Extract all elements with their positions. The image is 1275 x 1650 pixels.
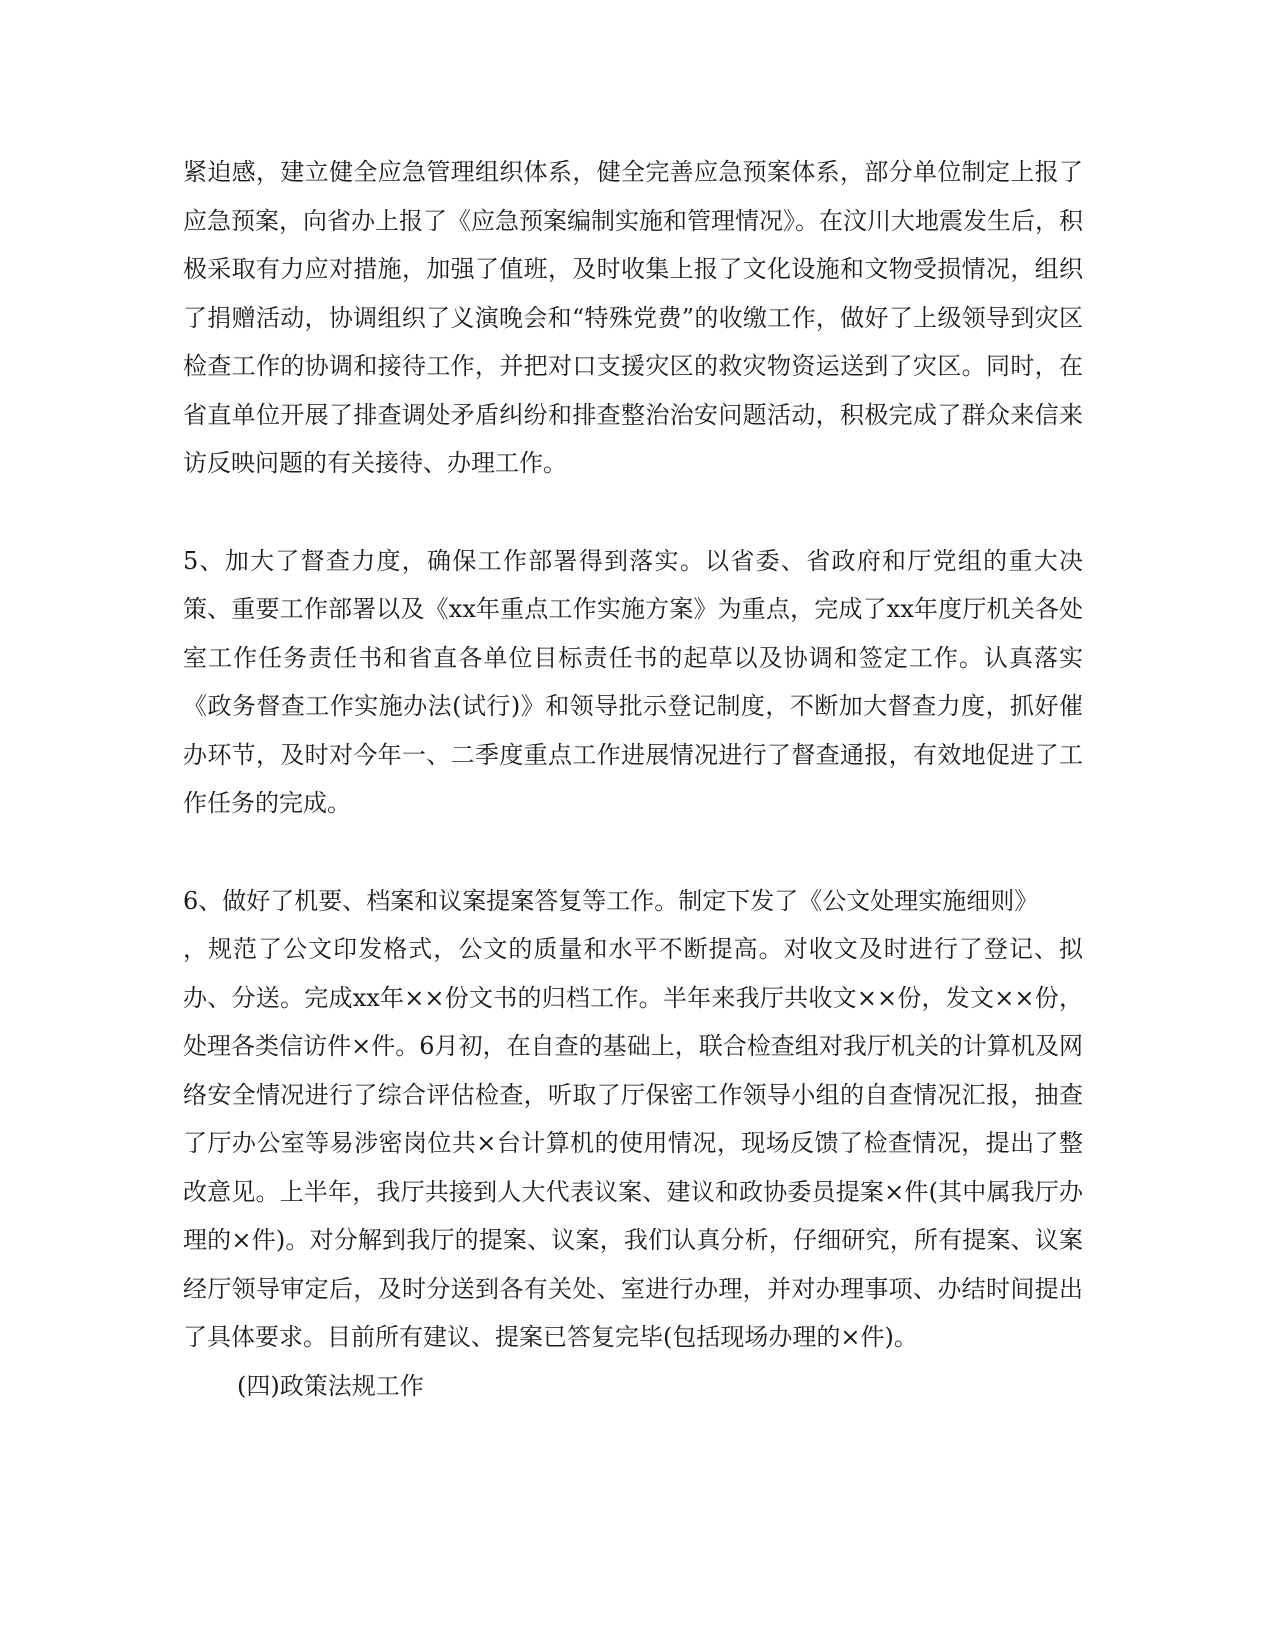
document-body: [183, 148, 1083, 1410]
paragraph-emergency-management: 紧迫感，建立健全应急管理组织体系，健全完善应急预案体系，部分单位制定上报了应急预案，向省办上报了《应急预案编制实施和管理情况》。在汶川大地震发生后，积极采取有力应对措施，加强了值班，及时收集上报了文化设施和文物受损情况，组织了捐赠活动，协调组织了义演晚会和“特殊党费”的收缴工作，做好了上级领导到灾区检查工作的协调和接待工作，并把对口支援灾区的救灾物资运送到了灾区。同时，在省直单位开展了排查调处矛盾纠纷和排查整治治安问题活动，积极完成了群众来信来访反映问题的有关接待、办理工作。: [183, 158, 1083, 477]
paragraph-confidential-archives: 6、做好了机要、档案和议案提案答复等工作。制定下发了《公文处理实施细则》: [183, 886, 1039, 915]
paragraph-supervision: 5、加大了督查力度，确保工作部署得到落实。以省委、省政府和厅党组的重大决策、重要工作部署以及《xx年重点工作实施方案》为重点，完成了xx年度厅机关各处室工作任务责任书和省直各单位目标责任书的起草以及协调和签定工作。认真落实《政务督查工作实施办法(试行)》和领导批示登记制度，不断加大督查力度，抓好催办环节，及时对今年一、二季度重点工作进展情况进行了督查通报，有效地促进了工作任务的完成。: [183, 546, 1083, 817]
paragraph-confidential-archives-continued: ，规范了公文印发格式，公文的质量和水平不断提高。对收文及时进行了登记、拟办、分送。完成xx年××份文书的归档工作。半年来我厅共收文××份，发文××份，处理各类信访件×件。6月初，在自查的基础上，联合检查组对我厅机关的计算机及网络安全情况进行了综合评估检查，听取了厅保密工作领导小组的自查情况汇报，抽查了厅办公室等易涉密岗位共×台计算机的使用情况，现场反馈了检查情况，提出了整改意见。上半年，我厅共接到人大代表议案、建议和政协委员提案×件(其中属我厅办理的×件)。对分解到我厅的提案、议案，我们认真分析，仔细研究，所有提案、议案经厅领导审定后，及时分送到各有关处、室进行办理，并对办理事项、办结时间提出了具体要求。目前所有建议、提案已答复完毕(包括现场办理的×件)。: [183, 935, 1083, 1351]
section-heading-policy-regulations: (四)政策法规工作: [237, 1371, 424, 1400]
